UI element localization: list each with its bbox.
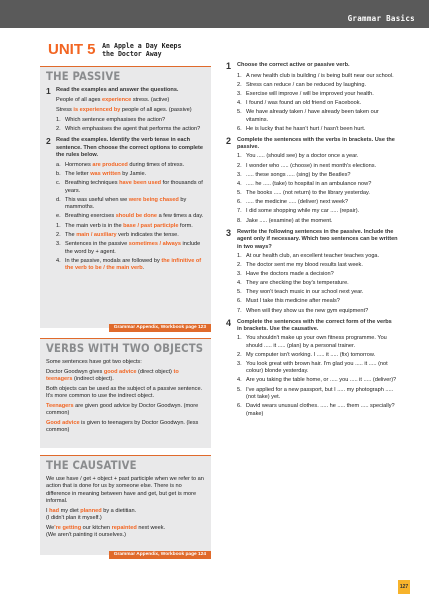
- workbook-reference: Grammar Appendix, Workbook page 124: [109, 551, 211, 559]
- two-objects-box: [40, 338, 211, 448]
- list-item: a. Hormones are produced during times of stress.: [56, 162, 185, 169]
- list-item: 3. You look great with brown hair. I'm glad you ..... it ..... (not colour) blonde yesterday.: [237, 360, 388, 375]
- list-item: 6. He is lucky that he hasn't hurt / hasn't been hurt.: [237, 125, 366, 132]
- unit-title-line2: the Doctor Away: [102, 50, 162, 59]
- list-item: 2. Stress can reduce / can be reduced by laughing.: [237, 81, 367, 88]
- exercise-4: 4 Complete the sentences with the correct form of the verbs in brackets. Use the causative.: [226, 317, 392, 333]
- list-item: c. Breathing techniques have been used for thousands of years.: [56, 180, 203, 194]
- causative-heading: THE CAUSATIVE: [46, 459, 137, 472]
- exercise-1: 1 Choose the correct active or passive verb.: [226, 61, 350, 71]
- exercise-3: 3 Rewrite the following sentences in the passive. Include the agent only if necessary. Which two sentences can be written in two ways?: [226, 227, 398, 250]
- list-item: 1. At our health club, an excellent teacher teaches yoga.: [237, 252, 380, 259]
- list-item: 5. I've applied for a new passport, but I ..... my photograph ..... (not take) yet.: [237, 386, 394, 401]
- passive-box: [40, 66, 211, 328]
- list-item: e. Breathing exercises should be done a few times a day.: [56, 212, 204, 219]
- list-item: 4. They are checking the boy's temperature.: [237, 280, 349, 287]
- unit-title-line1: An Apple a Day Keeps: [102, 42, 182, 50]
- list-item: 4. ..... he ..... (take) to hospital in an ambulance now?: [237, 180, 372, 187]
- example-line: Stress is experienced by people of all ages. (passive): [56, 107, 192, 114]
- list-item: 1. The main verb is in the base / past participle form.: [56, 223, 193, 230]
- list-item: 2. Which emphasises the agent that performs the action?: [56, 125, 201, 132]
- paragraph: Both objects can be used as the subject of a passive sentence. It's more common to use the indirect object.: [46, 385, 203, 400]
- list-item: 1. You ..... (should see) by a doctor once a year.: [237, 153, 359, 160]
- list-item: 5. We have already taken / have already been taken our vitamins.: [237, 109, 379, 123]
- workbook-reference: Grammar Appendix, Workbook page 123: [109, 324, 211, 332]
- list-item: 8. Jake ..... (examine) at the moment.: [237, 217, 333, 224]
- question-number: 2: [46, 136, 51, 147]
- page-number: 127: [398, 580, 410, 594]
- section-title: Grammar Basics: [347, 14, 415, 23]
- exercises-column: [226, 62, 398, 422]
- list-item: 5. The books ..... (not return) to the library yesterday.: [237, 190, 370, 197]
- list-item: 4. In the passive, modals are followed by the infinitive of the verb to be / the main verb.: [56, 257, 202, 271]
- question-number: 1: [46, 85, 51, 96]
- passive-q2: [46, 137, 205, 159]
- list-item: 5. They won't teach music in our school next year.: [237, 289, 364, 296]
- question-instruction: Read the examples. Identify the verb tense in each sentence. Then choose the correct options to complete the rules below.: [56, 137, 204, 158]
- list-item: 2. The doctor sent me my blood results last week.: [237, 261, 363, 268]
- paragraph: Some sentences have got two objects:: [46, 358, 142, 365]
- header-bar: [0, 0, 429, 28]
- paragraph: We use have / get + object + past participle when we refer to an action that is done for us by someone else. There is no difference in meaning between have and get, but get is more informal.: [46, 475, 204, 504]
- list-item: 1. You shouldn't make up your own fitness programme. You should ..... it ..... (plan) by a personal trainer.: [237, 335, 387, 349]
- two-objects-heading: VERBS WITH TWO OBJECTS: [46, 342, 204, 355]
- list-item: 2. I wonder who ..... (choose) in next month's elections.: [237, 162, 377, 169]
- question-instruction: Read the examples and answer the questions.: [56, 86, 179, 93]
- list-item: 2. My computer isn't working. I ..... it ..... (fix) tomorrow.: [237, 351, 376, 358]
- passive-q1: [46, 87, 205, 96]
- paragraph: Doctor Goodwyn gives good advice (direct object) to teenagers (indirect object).: [46, 368, 179, 382]
- paragraph: We're getting our kitchen repainted next week. (We aren't painting it ourselves.): [46, 524, 166, 539]
- list-item: 3. ..... these songs ..... (sing) by the Beatles?: [237, 171, 351, 178]
- unit-label: UNIT 5: [48, 41, 96, 58]
- exercise-2: 2 Complete the sentences with the verbs in brackets. Use the passive.: [226, 136, 395, 151]
- passive-heading: THE PASSIVE: [46, 70, 121, 83]
- list-item: 3. Exercise will improve / will be improved your health.: [237, 90, 374, 97]
- list-item: 3. Sentences in the passive sometimes / always include the word by + agent.: [56, 241, 201, 255]
- list-item: 1. Which sentence emphasises the action?: [56, 116, 166, 123]
- list-item: 2. The main / auxiliary verb indicates the tense.: [56, 232, 179, 239]
- list-item: 3. Have the doctors made a decision?: [237, 270, 334, 277]
- causative-box: [40, 455, 211, 555]
- list-item: 6. David wears unusual clothes. ..... he ..... them ..... specially? (make): [237, 403, 395, 417]
- paragraph: Teenagers are given good advice by Doctor Goodwyn. (more common): [46, 402, 199, 417]
- list-item: b. The letter was written by Jamie.: [56, 171, 147, 178]
- list-item: 7. When will they show us the new gym equipment?: [237, 307, 369, 314]
- unit-heading: [48, 40, 181, 60]
- example-line: People of all ages experience stress. (active): [56, 97, 170, 104]
- list-item: 6. ..... the medicine ..... (deliver) next week?: [237, 199, 348, 206]
- list-item: d. This was useful when we were being chased by mammoths.: [56, 196, 187, 210]
- unit-title: [102, 42, 181, 58]
- list-item: 4. Are you taking the table home, or ..... you ..... it ..... (deliver)?: [237, 377, 397, 384]
- paragraph: Good advice is given to teenagers by Doctor Goodwyn. (less common): [46, 419, 199, 434]
- list-item: 7. I did some shopping while my car ..... (repair).: [237, 208, 360, 215]
- paragraph: I had my diet planned by a dietitian. (I didn't plan it myself.): [46, 507, 137, 522]
- list-item: 6. Must I take this medicine after meals?: [237, 298, 340, 305]
- list-item: 1. A new health club is building / is being built near our school.: [237, 72, 394, 79]
- list-item: 4. I found / was found an old friend on Facebook.: [237, 100, 362, 107]
